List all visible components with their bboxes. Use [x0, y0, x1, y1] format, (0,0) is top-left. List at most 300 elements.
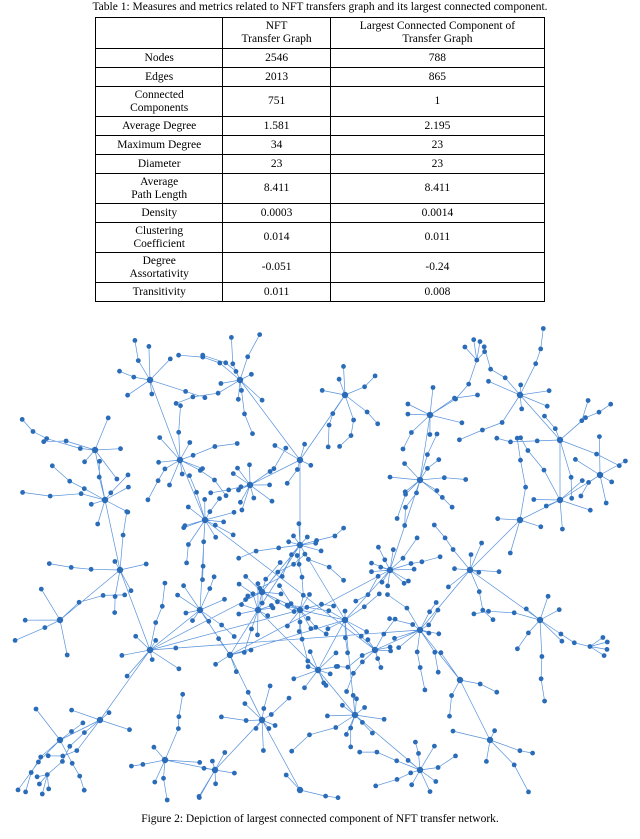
graph-node — [136, 358, 141, 363]
graph-node — [588, 508, 593, 513]
graph-node — [364, 629, 369, 634]
graph-node — [183, 389, 188, 394]
graph-node — [232, 634, 237, 639]
graph-node — [526, 448, 531, 453]
graph-node — [495, 516, 500, 521]
graph-node — [452, 566, 457, 571]
graph-node — [150, 657, 155, 662]
graph-node — [284, 773, 289, 778]
graph-node — [297, 607, 303, 613]
graph-node — [428, 432, 433, 437]
graph-node — [432, 744, 437, 749]
table-caption: Table 1: Measures and metrics related to NFT transfers graph and its largest connected component. — [92, 1, 548, 13]
graph-node — [409, 782, 414, 787]
graph-node — [291, 676, 296, 681]
graph-node — [303, 552, 308, 557]
graph-node — [65, 653, 70, 658]
graph-node — [572, 640, 577, 645]
graph-node — [149, 392, 154, 397]
graph-node — [186, 505, 191, 510]
graph-node — [147, 344, 152, 349]
network-graph-svg — [0, 320, 640, 810]
graph-node — [107, 710, 112, 715]
metrics-table — [95, 17, 545, 302]
graph-node — [573, 457, 578, 462]
graph-node — [113, 559, 118, 564]
graph-node — [95, 522, 100, 527]
graph-node — [67, 479, 72, 484]
figure-caption: Figure 2: Depiction of largest connected component of NFT transfer network. — [141, 813, 499, 825]
graph-node — [291, 534, 296, 539]
graph-node — [231, 533, 236, 538]
graph-node — [376, 545, 381, 550]
cell-lcc-value: 23 — [330, 136, 544, 155]
graph-node — [177, 714, 182, 719]
graph-node — [238, 500, 243, 505]
graph-node — [426, 623, 431, 628]
cell-lcc-value: 865 — [330, 68, 544, 87]
graph-node — [92, 447, 98, 453]
graph-node — [431, 385, 436, 390]
graph-node — [395, 516, 400, 521]
row-label: Average Degree — [96, 117, 223, 136]
cell-lcc-value: 0.008 — [330, 283, 544, 302]
graph-node — [342, 392, 348, 398]
graph-node — [57, 617, 63, 623]
graph-node — [353, 599, 358, 604]
graph-node — [512, 610, 517, 615]
graph-node — [37, 782, 42, 787]
graph-node — [416, 751, 421, 756]
header-lcc-line2: Transfer Graph — [402, 33, 473, 45]
graph-node — [526, 790, 531, 795]
graph-node — [402, 461, 407, 466]
graph-node — [434, 600, 439, 605]
graph-node — [344, 732, 349, 737]
graph-node — [133, 634, 138, 639]
graph-node — [539, 676, 544, 681]
graph-node — [469, 552, 474, 557]
graph-node — [604, 501, 609, 506]
graph-node — [77, 774, 82, 779]
graph-node — [308, 463, 313, 468]
graph-node — [298, 620, 303, 625]
graph-node — [307, 592, 312, 597]
graph-node — [120, 653, 125, 658]
graph-node — [268, 684, 273, 689]
graph-node — [378, 565, 383, 570]
graph-node — [222, 597, 227, 602]
graph-node — [108, 490, 113, 495]
graph-node — [129, 588, 134, 593]
graph-node — [466, 382, 471, 387]
graph-node — [403, 489, 408, 494]
graph-node — [20, 417, 25, 422]
graph-node — [197, 607, 203, 613]
graph-node — [255, 633, 260, 638]
graph-node — [471, 337, 476, 342]
graph-node — [478, 682, 483, 687]
graph-node — [153, 620, 158, 625]
graph-node — [436, 765, 441, 770]
row-label: Connected Components — [96, 87, 223, 117]
graph-node — [243, 701, 248, 706]
graph-node — [487, 737, 493, 743]
graph-node — [295, 553, 300, 558]
cell-nft-value: 8.411 — [223, 174, 330, 204]
graph-node — [165, 798, 170, 803]
graph-node — [245, 594, 250, 599]
graph-node — [277, 583, 282, 588]
graph-node — [69, 708, 74, 713]
graph-node — [605, 647, 610, 652]
table-row — [96, 253, 545, 283]
graph-node — [190, 618, 195, 623]
graph-node — [301, 593, 306, 598]
graph-node — [23, 790, 28, 795]
graph-node — [147, 647, 153, 653]
graph-node — [388, 649, 393, 654]
metrics-table-container — [95, 17, 545, 302]
graph-node — [267, 483, 272, 488]
graph-node — [64, 439, 69, 444]
graph-node — [146, 497, 151, 502]
graph-node — [417, 477, 423, 483]
cell-nft-value: 0.011 — [223, 283, 330, 302]
graph-node — [414, 491, 419, 496]
graph-node — [289, 552, 294, 557]
graph-node — [440, 495, 445, 500]
graph-node — [546, 594, 551, 599]
graph-node — [213, 781, 218, 786]
graph-node — [343, 609, 348, 614]
graph-node — [379, 665, 384, 670]
graph-node — [518, 435, 523, 440]
graph-node — [531, 497, 536, 502]
header-nft-line2: Transfer Graph — [241, 33, 312, 45]
graph-node — [580, 478, 585, 483]
graph-node — [372, 647, 378, 653]
graph-node — [405, 606, 410, 611]
graph-node — [223, 360, 228, 365]
graph-node — [357, 750, 362, 755]
graph-node — [180, 472, 185, 477]
graph-node — [428, 789, 433, 794]
graph-node — [234, 369, 239, 374]
graph-node — [36, 760, 41, 765]
graph-node — [345, 665, 350, 670]
header-largest-connected-component — [330, 18, 544, 49]
header-nft-transfer-graph — [223, 18, 330, 49]
graph-node — [247, 482, 253, 488]
graph-node — [375, 750, 380, 755]
table-row — [96, 204, 545, 223]
graph-node — [354, 696, 359, 701]
table-row — [96, 68, 545, 87]
graph-node — [617, 463, 622, 468]
graph-node — [260, 601, 265, 606]
graph-node — [187, 473, 192, 478]
graph-node — [245, 354, 250, 359]
graph-node — [315, 667, 321, 673]
row-label: Degree Assortativity — [96, 253, 223, 283]
graph-node — [305, 605, 310, 610]
graph-node — [60, 759, 65, 764]
cell-lcc-value: 0.0014 — [330, 204, 544, 223]
graph-node — [251, 496, 256, 501]
cell-lcc-value: 23 — [330, 155, 544, 174]
graph-node — [224, 493, 229, 498]
graph-node — [161, 776, 166, 781]
graph-node — [432, 523, 437, 528]
graph-node — [557, 497, 563, 503]
graph-node — [382, 557, 387, 562]
graph-node — [208, 509, 213, 514]
graph-node — [242, 412, 247, 417]
graph-node — [409, 561, 414, 566]
graph-node — [313, 625, 318, 630]
header-corner-cell — [96, 18, 223, 49]
graph-node — [401, 447, 406, 452]
graph-node — [435, 432, 440, 437]
graph-node — [415, 536, 420, 541]
graph-node — [365, 410, 370, 415]
graph-node — [608, 402, 613, 407]
graph-node — [210, 759, 215, 764]
graph-node — [360, 660, 365, 665]
graph-node — [127, 727, 132, 732]
graph-node — [177, 666, 182, 671]
graph-node — [181, 525, 186, 530]
graph-node — [267, 726, 272, 731]
graph-node — [327, 565, 332, 570]
graph-node — [523, 485, 528, 490]
graph-node — [508, 551, 513, 556]
graph-node — [366, 637, 371, 642]
graph-node — [369, 561, 374, 566]
graph-node — [297, 457, 303, 463]
graph-node — [396, 645, 401, 650]
graph-node — [162, 757, 168, 763]
graph-node — [78, 446, 83, 451]
graph-node — [535, 439, 540, 444]
graph-node — [427, 609, 432, 614]
graph-node — [180, 692, 185, 697]
graph-node — [212, 478, 217, 483]
graph-node — [206, 619, 211, 624]
graph-node — [270, 499, 275, 504]
graph-node — [362, 705, 367, 710]
graph-node — [263, 577, 268, 582]
graph-node — [122, 593, 127, 598]
graph-node — [541, 326, 546, 331]
graph-node — [246, 690, 251, 695]
graph-node — [518, 748, 523, 753]
graph-node — [557, 437, 563, 443]
graph-node — [197, 794, 202, 799]
graph-node — [438, 554, 443, 559]
row-label: Diameter — [96, 155, 223, 174]
graph-node — [236, 397, 241, 402]
graph-node — [345, 650, 350, 655]
graph-node — [328, 672, 333, 677]
graph-node — [239, 388, 244, 393]
graph-node — [216, 391, 221, 396]
graph-node — [410, 622, 415, 627]
graph-node — [463, 477, 468, 482]
graph-node — [184, 611, 189, 616]
graph-node — [234, 669, 239, 674]
graph-node — [559, 632, 564, 637]
graph-node — [597, 434, 602, 439]
graph-node — [47, 561, 52, 566]
graph-node — [81, 721, 86, 726]
graph-node — [250, 431, 255, 436]
graph-node — [141, 762, 146, 767]
graph-node — [331, 604, 336, 609]
graph-node — [518, 383, 523, 388]
graph-node — [212, 767, 218, 773]
graph-node — [442, 475, 447, 480]
graph-node — [129, 764, 134, 769]
graph-node — [519, 407, 524, 412]
graph-node — [201, 539, 206, 544]
graph-node — [89, 567, 94, 572]
graph-node — [449, 693, 454, 698]
graph-node — [297, 562, 302, 567]
graph-node — [117, 567, 123, 573]
graph-node — [257, 586, 262, 591]
graph-node — [197, 760, 202, 765]
graph-node — [297, 542, 303, 548]
graph-node — [597, 472, 603, 478]
graph-node — [287, 696, 292, 701]
graph-node — [477, 589, 482, 594]
graph-node — [319, 549, 324, 554]
graph-node — [254, 726, 259, 731]
graph-node — [74, 748, 79, 753]
graph-node — [385, 584, 390, 589]
graph-node — [271, 606, 276, 611]
graph-node — [259, 717, 265, 723]
graph-node — [82, 459, 87, 464]
graph-node — [380, 580, 385, 585]
graph-node — [530, 751, 535, 756]
row-label: Edges — [96, 68, 223, 87]
graph-node — [447, 714, 452, 719]
graph-node — [334, 651, 339, 656]
graph-node — [29, 770, 34, 775]
graph-node — [547, 388, 552, 393]
cell-nft-value: 0.014 — [223, 223, 330, 253]
table-row — [96, 174, 545, 204]
graph-node — [275, 570, 280, 575]
graph-node — [305, 535, 310, 540]
graph-node — [377, 592, 382, 597]
graph-node — [237, 377, 243, 383]
graph-node — [560, 639, 565, 644]
graph-node — [254, 549, 259, 554]
graph-node — [268, 469, 273, 474]
graph-node — [285, 624, 290, 629]
graph-node — [435, 488, 440, 493]
graph-node — [427, 631, 432, 636]
graph-node — [226, 488, 231, 493]
graph-node — [382, 717, 387, 722]
graph-node — [494, 436, 499, 441]
graph-edge-path — [15, 329, 625, 801]
graph-node — [163, 467, 168, 472]
graph-node — [524, 607, 529, 612]
graph-node — [239, 602, 244, 607]
graph-node — [323, 794, 328, 799]
graph-node — [597, 410, 602, 415]
graph-node — [515, 646, 520, 651]
cell-nft-value: 2013 — [223, 68, 330, 87]
graph-node — [436, 608, 441, 613]
graph-node — [16, 788, 21, 793]
graph-node — [213, 444, 218, 449]
graph-node — [451, 729, 456, 734]
graph-node — [453, 754, 458, 759]
graph-node — [373, 374, 378, 379]
graph-node — [300, 575, 305, 580]
graph-node — [230, 361, 235, 366]
graph-node — [261, 748, 266, 753]
graph-node — [156, 460, 161, 465]
graph-node — [212, 574, 217, 579]
graph-node — [417, 767, 423, 773]
graph-node — [360, 720, 365, 725]
graph-node — [349, 433, 354, 438]
graph-node — [297, 787, 303, 793]
graph-node — [479, 541, 484, 546]
graph-node — [44, 436, 49, 441]
graph-node — [467, 567, 473, 573]
table-row — [96, 223, 545, 253]
graph-node — [457, 437, 462, 442]
graph-node — [219, 623, 224, 628]
graph-node — [300, 637, 305, 642]
graph-node — [385, 592, 390, 597]
graph-node — [131, 375, 136, 380]
graph-node — [409, 430, 414, 435]
graph-node — [391, 547, 396, 552]
graph-node — [289, 749, 294, 754]
graph-node — [237, 582, 242, 587]
graph-node — [544, 504, 549, 509]
graph-node — [168, 357, 173, 362]
graph-node — [69, 729, 74, 734]
graph-node — [309, 626, 314, 631]
graph-node — [586, 398, 591, 403]
graph-node — [286, 539, 291, 544]
cell-nft-value: 23 — [223, 155, 330, 174]
graph-node — [249, 648, 254, 653]
graph-node — [306, 616, 311, 621]
graph-node — [113, 594, 118, 599]
graph-node — [292, 609, 297, 614]
graph-node — [306, 557, 311, 562]
graph-node — [313, 541, 318, 546]
cell-lcc-value: 2.195 — [330, 117, 544, 136]
graph-node — [194, 490, 199, 495]
cell-nft-value: 2546 — [223, 49, 330, 68]
graph-node — [557, 607, 562, 612]
graph-node — [425, 452, 430, 457]
graph-node — [542, 468, 547, 473]
graph-node — [453, 397, 458, 402]
